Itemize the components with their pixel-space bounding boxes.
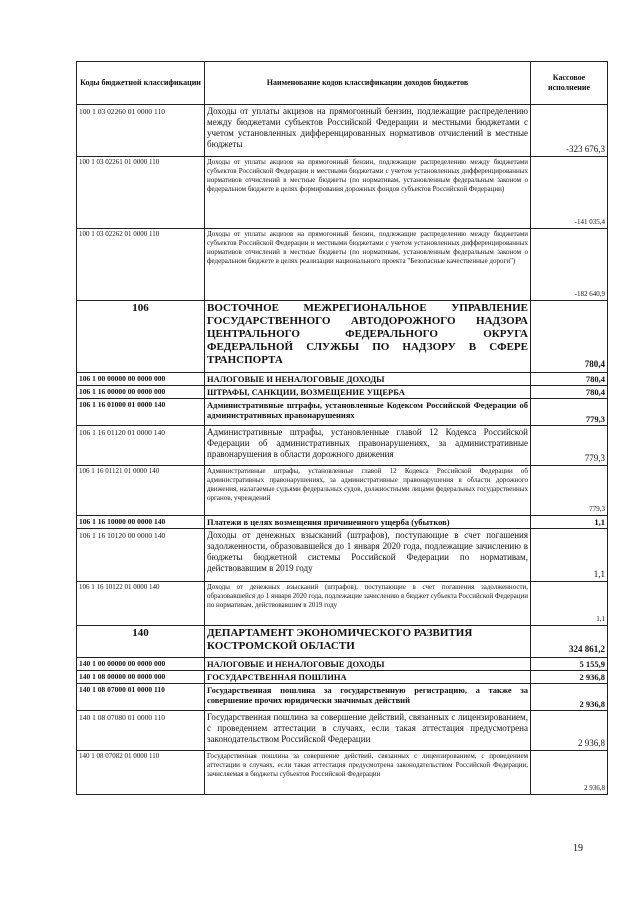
row-code: 106 1 16 10122 01 0000 140	[77, 582, 205, 626]
row-amount: -182 640,9	[531, 229, 608, 301]
row-name: ШТРАФЫ, САНКЦИИ, ВОЗМЕЩЕНИЕ УЩЕРБА	[205, 386, 531, 399]
row-code: 106 1 16 01120 01 0000 140	[77, 426, 205, 466]
row-code: 100 1 03 02261 01 0000 110	[77, 157, 205, 229]
row-name: Административные штрафы, установленные Кодексом Российской Федерации об административных правонарушениях	[205, 399, 531, 426]
table-row	[77, 229, 608, 301]
row-code: 140 1 08 07080 01 0000 110	[77, 711, 205, 751]
row-code: 106 1 16 01121 01 0000 140	[77, 466, 205, 516]
row-code: 140 1 08 07082 01 0000 110	[77, 751, 205, 795]
row-amount: 780,4	[531, 301, 608, 373]
table-row	[77, 658, 608, 671]
header-code: Коды бюджетной классификации	[77, 62, 205, 105]
table-row	[77, 684, 608, 711]
row-code: 106 1 00 00000 00 0000 000	[77, 373, 205, 386]
table-row	[77, 751, 608, 795]
row-code: 100 1 03 02262 01 0000 110	[77, 229, 205, 301]
table-row	[77, 386, 608, 399]
row-amount: 779,3	[531, 399, 608, 426]
row-code: 100 1 03 02260 01 0000 110	[77, 105, 205, 157]
row-name: Доходы от денежных взысканий (штрафов), поступающие в счет погашения задолженности, образовавшейся до 1 января 2020 года, подлежащие зачислению в бюджет субъекта Российской Федерации по нормативам, действовавшим в 2019 году	[205, 582, 531, 626]
table-row	[77, 711, 608, 751]
row-amount: 780,4	[531, 373, 608, 386]
row-amount: 324 861,2	[531, 626, 608, 658]
table-row	[77, 426, 608, 466]
row-code: 140	[77, 626, 205, 658]
table-row-department	[77, 626, 608, 658]
row-name: Государственная пошлина за государственную регистрацию, а также за совершение прочих юридически значимых действий	[205, 684, 531, 711]
table-row	[77, 466, 608, 516]
row-amount: 2 936,8	[531, 671, 608, 684]
table-row-department	[77, 301, 608, 373]
row-amount: -323 676,3	[531, 105, 608, 157]
row-amount: 1,1	[531, 529, 608, 582]
table-row	[77, 529, 608, 582]
row-name: Административные штрафы, установленные главой 12 Кодекса Российской Федерации об административных правонарушениях, за административные правонарушения в области дорожного движения, налагаемые судьями федеральных судов, должностными лицами федеральных государственных органов, учреждений	[205, 466, 531, 516]
row-code: 106	[77, 301, 205, 373]
table-row	[77, 157, 608, 229]
budget-revenue-table	[76, 61, 608, 795]
row-amount: 779,3	[531, 466, 608, 516]
row-name: НАЛОГОВЫЕ И НЕНАЛОГОВЫЕ ДОХОДЫ	[205, 373, 531, 386]
row-name: Государственная пошлина за совершение действий, связанных с лицензированием, с проведением аттестации в случаях, если такая аттестация предусмотрена законодательством Российской Федерации, зачисляемая в бюджеты субъектов Российской Федерации	[205, 751, 531, 795]
table-header-row	[77, 62, 608, 105]
table-row	[77, 105, 608, 157]
row-amount: 2 936,8	[531, 711, 608, 751]
row-name: Доходы от уплаты акцизов на прямогонный бензин, подлежащие распределению между бюджетами субъектов Российской Федерации и местными бюджетами с учетом установленных дифференцированных нормативов отчислений в местные бюджеты (по нормативам, установленным федеральным законом о федеральном бюджете в целях реализации национального проекта "Безопасные качественные дороги")	[205, 229, 531, 301]
table-row	[77, 399, 608, 426]
table-row	[77, 516, 608, 529]
row-code: 106 1 16 01000 01 0000 140	[77, 399, 205, 426]
row-name: Доходы от уплаты акцизов на прямогонный бензин, подлежащие распределению между бюджетами субъектов Российской Федерации и местными бюджетами с учетом установленных дифференцированных нормативов отчислений в местные бюджеты	[205, 105, 531, 157]
header-amount: Кассовое исполнение	[531, 62, 608, 105]
row-code: 140 1 00 00000 00 0000 000	[77, 658, 205, 671]
table-row	[77, 582, 608, 626]
row-amount: 779,3	[531, 426, 608, 466]
table-row	[77, 373, 608, 386]
page-number: 19	[573, 843, 583, 854]
row-code: 140 1 08 07000 01 0000 110	[77, 684, 205, 711]
row-amount: 780,4	[531, 386, 608, 399]
row-code: 106 1 16 00000 00 0000 000	[77, 386, 205, 399]
header-name: Наименование кодов классификации доходов бюджетов	[205, 62, 531, 105]
table-row	[77, 671, 608, 684]
row-code: 106 1 16 10000 00 0000 140	[77, 516, 205, 529]
row-name: ДЕПАРТАМЕНТ ЭКОНОМИЧЕСКОГО РАЗВИТИЯ КОСТРОМСКОЙ ОБЛАСТИ	[205, 626, 531, 658]
row-name: ВОСТОЧНОЕ МЕЖРЕГИОНАЛЬНОЕ УПРАВЛЕНИЕ ГОСУДАРСТВЕННОГО АВТОДОРОЖНОГО НАДЗОРА ЦЕНТРАЛЬНОГО ФЕДЕРАЛЬНОГО ОКРУГА ФЕДЕРАЛЬНОЙ СЛУЖБЫ ПО НАДЗОРУ В СФЕРЕ ТРАНСПОРТА	[205, 301, 531, 373]
row-name: Платежи в целях возмещения причиненного ущерба (убытков)	[205, 516, 531, 529]
row-name: НАЛОГОВЫЕ И НЕНАЛОГОВЫЕ ДОХОДЫ	[205, 658, 531, 671]
row-name: Доходы от уплаты акцизов на прямогонный бензин, подлежащие распределению между бюджетами субъектов Российской Федерации и местными бюджетами с учетом установленных дифференцированных нормативов отчислений в местные бюджеты (по нормативам, установленным федеральным законом о федеральном бюджете в целях формирования дорожных фондов субъектов Российской Федерации)	[205, 157, 531, 229]
row-name: ГОСУДАРСТВЕННАЯ ПОШЛИНА	[205, 671, 531, 684]
row-amount: 2 936,8	[531, 751, 608, 795]
row-name: Административные штрафы, установленные главой 12 Кодекса Российской Федерации об административных правонарушениях, за административные правонарушения в области дорожного движения	[205, 426, 531, 466]
row-amount: 2 936,8	[531, 684, 608, 711]
row-code: 140 1 08 00000 00 0000 000	[77, 671, 205, 684]
budget-table-sheet	[76, 61, 607, 795]
row-name: Государственная пошлина за совершение действий, связанных с лицензированием, с проведением аттестации в случаях, если такая аттестация предусмотрена законодательством Российской Федерации	[205, 711, 531, 751]
row-amount: 1,1	[531, 516, 608, 529]
row-name: Доходы от денежных взысканий (штрафов), поступающие в счет погашения задолженности, образовавшейся до 1 января 2020 года, подлежащие зачислению в бюджеты бюджетной системы Российской Федерации по нормативам, действовавшим в 2019 году	[205, 529, 531, 582]
row-amount: -141 035,4	[531, 157, 608, 229]
row-amount: 1,1	[531, 582, 608, 626]
row-amount: 5 155,9	[531, 658, 608, 671]
row-code: 106 1 16 10120 00 0000 140	[77, 529, 205, 582]
